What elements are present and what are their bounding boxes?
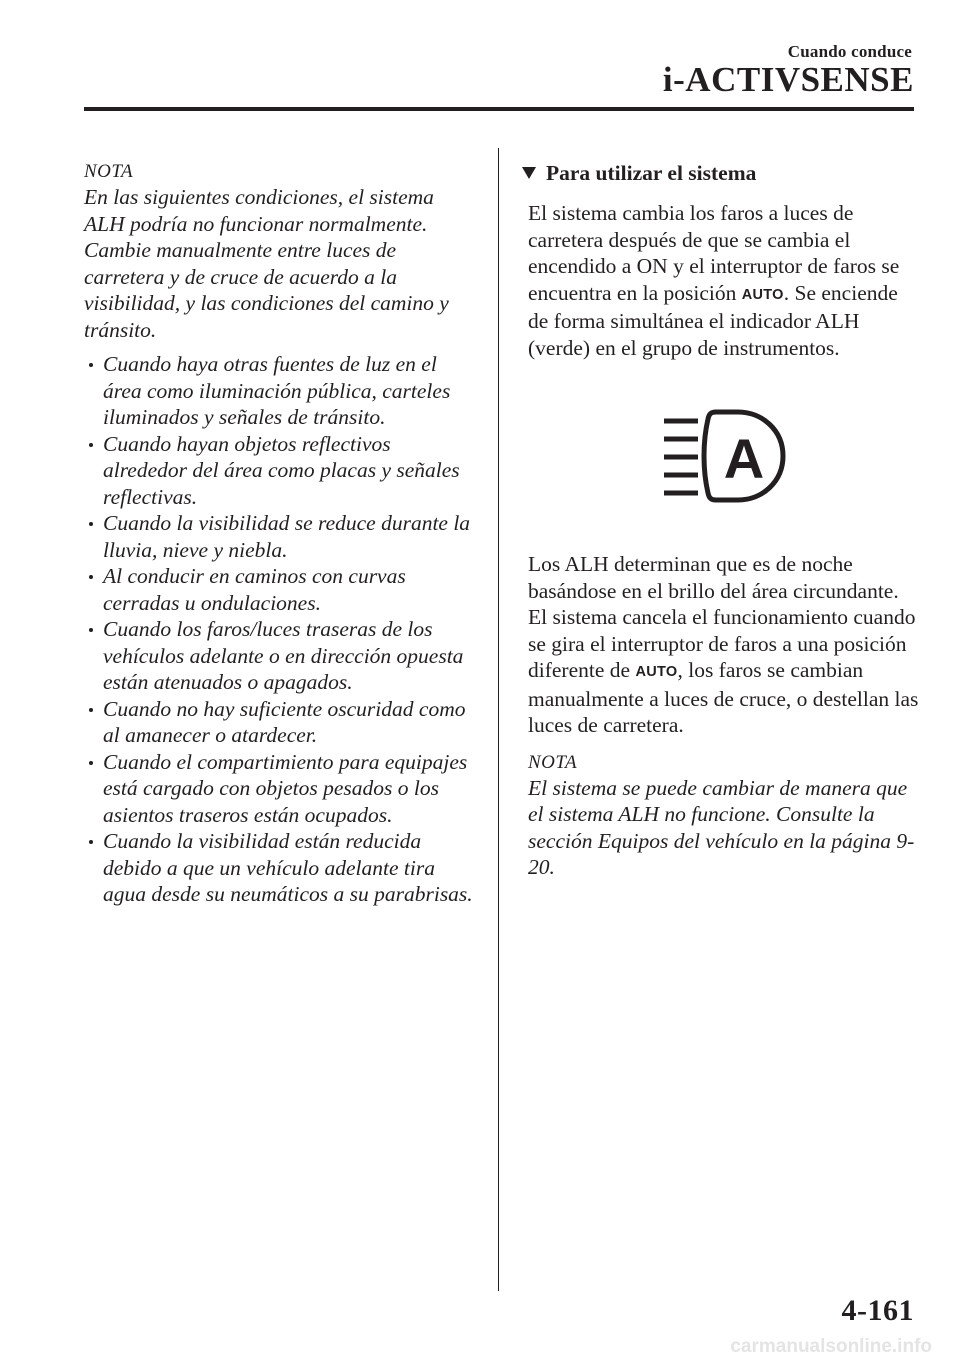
column-divider [498,148,499,1291]
bullet-icon [89,363,93,367]
bullet-icon [89,628,93,632]
bullet-icon [89,761,93,765]
list-item [84,431,478,511]
note-text: El sistema se puede cambiar de manera que el sistema ALH no funcione. Consulte la sección Equipos del vehículo en la página 9-20. [528,775,915,879]
paragraph-text: El sistema cancela el funcionamiento cuando se gira el interruptor de faros a una posición diferente de [528,605,916,682]
list-item-text: Cuando hayan objetos reflectivos alrededor del área como placas y señales reflectivas. [103,431,460,509]
paragraph-activation [528,200,920,361]
paragraph-cancel [528,604,920,739]
list-item-text: Cuando el compartimiento para equipajes está cargado con objetos pesados o los asientos traseros están ocupados. [103,749,468,827]
bullet-icon [89,575,93,579]
bullet-icon [89,522,93,526]
list-item-text: Cuando haya otras fuentes de luz en el área como iluminación pública, carteles iluminados y señales de tránsito. [103,352,451,429]
note-label: NOTA [528,751,578,773]
left-column [84,160,478,908]
list-item-text: Cuando no hay suficiente oscuridad como al amanecer o atardecer. [103,696,466,747]
auto-high-beam-indicator-icon [662,408,786,504]
triangle-down-icon [522,167,536,179]
bullet-icon [89,840,93,844]
list-item [84,510,478,563]
paragraph-text: El sistema cambia los faros a luces de carretera después de que se cambia el encendido a ON y el interruptor de faros se encuentra en la posición [528,201,900,305]
page-number: 4-161 [841,1294,914,1327]
bullet-icon [89,443,93,447]
list-item [84,351,478,431]
indicator-letter: A [723,427,765,490]
paragraph-night-detection: Los ALH determinan que es de noche basándose en el brillo del área circundante. [528,552,899,603]
note-text: En las siguientes condiciones, el sistema ALH podría no funcionar normalmente. Cambie manualmente entre luces de carretera y de cruce de acuerdo a la visibilidad, y las condiciones del camino y tránsito. [84,185,449,342]
bullet-icon [89,708,93,712]
section-heading [522,160,920,186]
paragraph-text: , los faros se cambian manualmente a luces de cruce, o destellan las luces de carretera. [528,658,919,737]
watermark: carmanualsonline.info [730,1336,932,1357]
paragraph-text: . Se enciende de forma simultánea el indicador ALH (verde) en el grupo de instrumentos. [528,280,898,360]
list-item [84,828,478,908]
list-item-text: Cuando la visibilidad se reduce durante la lluvia, nieve y niebla. [103,511,471,562]
auto-symbol: AUTO [635,664,678,680]
list-item [84,563,478,616]
list-item [84,616,478,696]
auto-symbol: AUTO [741,286,784,303]
list-item-text: Cuando la visibilidad están reducida debido a que un vehículo adelante tira agua desde su neumáticos a su parabrisas. [103,829,473,906]
note-label: NOTA [84,161,134,182]
header-rule [84,107,914,111]
section-label: Cuando conduce [787,42,912,61]
condition-list [84,351,478,908]
list-item-text: Cuando los faros/luces traseras de los vehículos adelante o en dirección opuesta están atenuados o apagados. [103,617,464,694]
list-item [84,749,478,829]
list-item-text: Al conducir en caminos con curvas cerradas u ondulaciones. [103,564,406,615]
chapter-title: i-ACTIVSENSE [662,60,914,99]
list-item [84,696,478,749]
indicator-figure [528,361,920,551]
section-heading-text: Para utilizar el sistema [546,161,757,185]
right-column [528,160,920,881]
